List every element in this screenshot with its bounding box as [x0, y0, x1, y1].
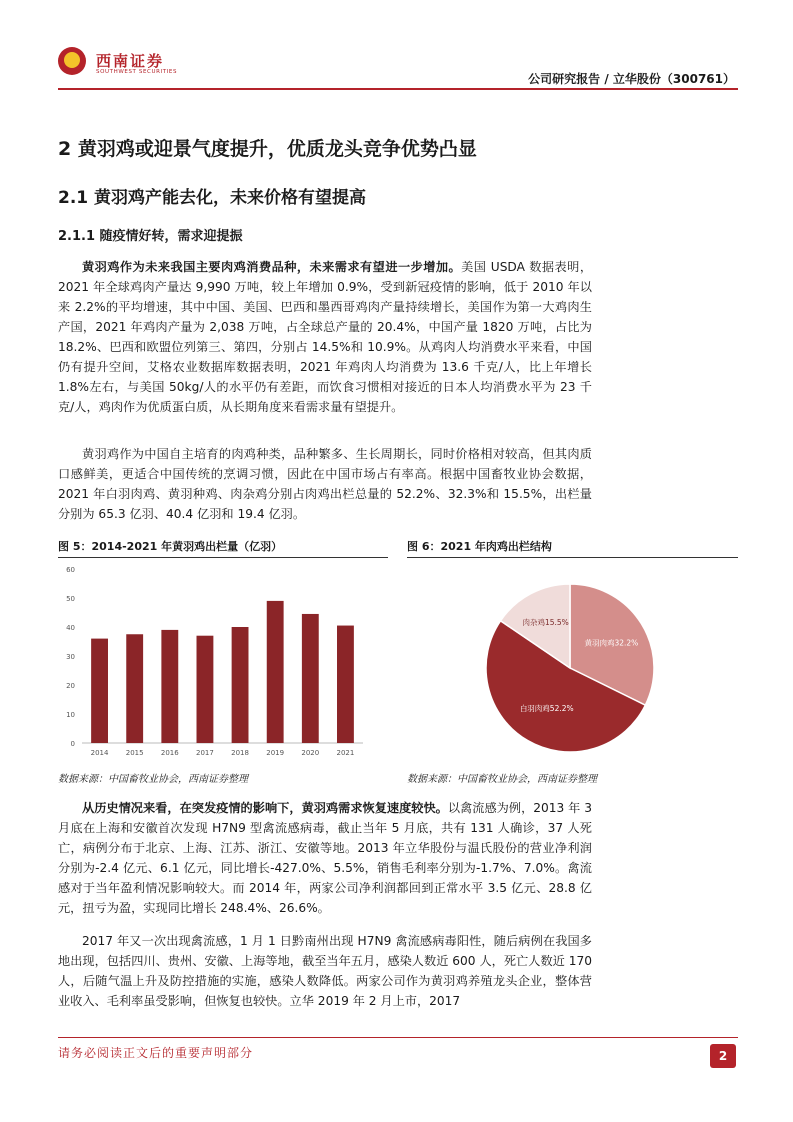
x-tick-label: 2015: [125, 749, 144, 757]
bar: [161, 630, 178, 743]
x-tick-label: 2018: [231, 749, 249, 757]
pie-slice-label: 白羽肉鸡52.2%: [519, 703, 574, 713]
bar-series: [91, 601, 354, 743]
figure-5-source: 数据来源：中国畜牧业协会，西南证券整理: [58, 774, 248, 785]
paragraph-1-lead: 黄羽鸡作为未来我国主要肉鸡消费品种，未来需求有望进一步增加。: [82, 260, 462, 274]
figure-5-rule: [58, 557, 388, 558]
bar: [197, 636, 214, 743]
report-reference: 公司研究报告 / 立华股份（300761）: [528, 72, 735, 86]
footer-disclaimer: 请务必阅读正文后的重要声明部分: [58, 1046, 254, 1060]
figure-6-source: 数据来源：中国畜牧业协会，西南证券整理: [407, 774, 597, 785]
paragraph-3-lead: 从历史情况来看，在突发疫情的影响下，黄羽鸡需求恢复速度较快。: [82, 801, 448, 815]
figure-6-title: 图 6：2021 年肉鸡出栏结构: [407, 540, 552, 553]
sub-subsection-heading: 2.1.1 随疫情好转，需求迎提振: [58, 229, 243, 244]
header-divider: [58, 88, 738, 90]
pie-slice-label: 黄羽肉鸡32.2%: [584, 638, 639, 648]
x-tick-label: 2017: [196, 749, 214, 757]
pie-slices: [486, 584, 654, 752]
page-number: 2: [710, 1044, 736, 1068]
x-tick-label: 2019: [266, 749, 285, 757]
bar: [91, 639, 108, 743]
subsection-heading: 2.1 黄羽鸡产能去化，未来价格有望提高: [58, 188, 367, 208]
y-axis-ticks: [66, 566, 75, 748]
paragraph-4: 2017 年又一次出现禽流感，1 月 1 日黔南州出现 H7N9 禽流感病毒阳性，随后病例在我国多地出现，包括四川、贵州、安徽、上海等地，截至当年五月，感染人数近 600 人，死亡人数近 170 人，后随气温上升及防控措施的实施，感染人数降低。两家公司作为黄羽鸡养殖龙头企业，整体营业收入、毛利率虽受影响，但恢复也较快。立华 2019 年 2 月上市，2017: [58, 934, 592, 1008]
bar: [267, 601, 284, 743]
y-tick-label: 40: [66, 624, 75, 632]
figure-5-title: 图 5：2014-2021 年黄羽鸡出栏量（亿羽）: [58, 540, 283, 553]
paragraph-3-body: 以禽流感为例，2013 年 3 月底在上海和安徽首次发现 H7N9 型禽流感病毒，截止当年 5 月底，共有 131 人确诊，37 人死亡，病例分布于北京、上海、江苏、浙江、安徽等地。2013 年立华股份与温氏股份的营业净利润分别为-2.4 亿元、6.1 亿元，同比增长-427.0%、5.5%，销售毛利率分别为-1.7%、7.0%。禽流感对于当年盈利情况影响较大。而 2014 年，两家公司净利润都回到正常水平 3.5 亿元、28.8 亿元，扭亏为盈，实现同比增长 248.4%、26.6%。: [58, 801, 592, 915]
y-tick-label: 30: [66, 653, 75, 661]
bar: [232, 627, 249, 743]
footer-divider: [58, 1037, 738, 1038]
paragraph-2: 黄羽鸡作为中国自主培育的肉鸡种类，品种繁多、生长周期长，同时价格相对较高，但其肉质口感鲜美，更适合中国传统的烹调习惯，因此在中国市场占有率高。根据中国畜牧业协会数据，2021 年白羽肉鸡、黄羽种鸡、肉杂鸡分别占肉鸡出栏总量的 52.2%、32.3%和 15.5%，出栏量分别为 65.3 亿羽、40.4 亿羽和 19.4 亿羽。: [58, 447, 592, 521]
x-tick-label: 2021: [336, 749, 355, 757]
y-tick-label: 0: [70, 740, 75, 748]
y-tick-label: 50: [66, 595, 75, 603]
x-tick-label: 2020: [301, 749, 320, 757]
figure-6-rule: [407, 557, 738, 558]
bar-chart: [58, 562, 388, 762]
logo-subtitle: SOUTHWEST SECURITIES: [96, 69, 178, 75]
x-tick-label: 2014: [90, 749, 109, 757]
bar: [302, 614, 319, 743]
pie-chart: [407, 562, 738, 762]
y-tick-label: 60: [66, 566, 75, 574]
section-heading: 2 黄羽鸡或迎景气度提升，优质龙头竞争优势凸显: [58, 138, 477, 160]
paragraph-1: [58, 257, 592, 417]
logo-sun-icon: [64, 52, 80, 68]
paragraph-1-body: 美国 USDA 数据表明，2021 年全球鸡肉产量达 9,990 万吨，较上年增加 0.9%，受到新冠疫情的影响，低于 2010 年以来 2.2%的平均增速，其中中国、美国、巴西和墨西哥鸡肉产量持续增长，美国作为第一大鸡肉生产国，2021 年鸡肉产量为 2,038 万吨，占全球总产量的 20.4%，中国产量 1820 万吨，占比为 18.2%、巴西和欧盟位列第三、第四，分别占 14.5%和 10.9%。从鸡肉人均消费水平来看，中国仍有提升空间，艾格农业数据库数据表明，2021 年鸡肉人均消费为 13.6 千克/人，比上年增长 1.8%左右，与美国 50kg/人的水平仍有差距，而饮食习惯相对接近的日本人均消费水平为 23 千克/人，鸡肉作为优质蛋白质，从长期角度来看需求量有望提升。: [58, 260, 593, 414]
bar: [337, 626, 354, 743]
y-tick-label: 20: [66, 682, 75, 690]
paragraph-3: [58, 798, 592, 918]
bar: [126, 634, 143, 743]
y-tick-label: 10: [66, 711, 75, 719]
x-axis-ticks: [91, 749, 355, 757]
x-tick-label: 2016: [160, 749, 179, 757]
pie-slice-label: 肉杂鸡15.5%: [522, 617, 569, 627]
logo-name: 西南证券: [96, 52, 165, 70]
